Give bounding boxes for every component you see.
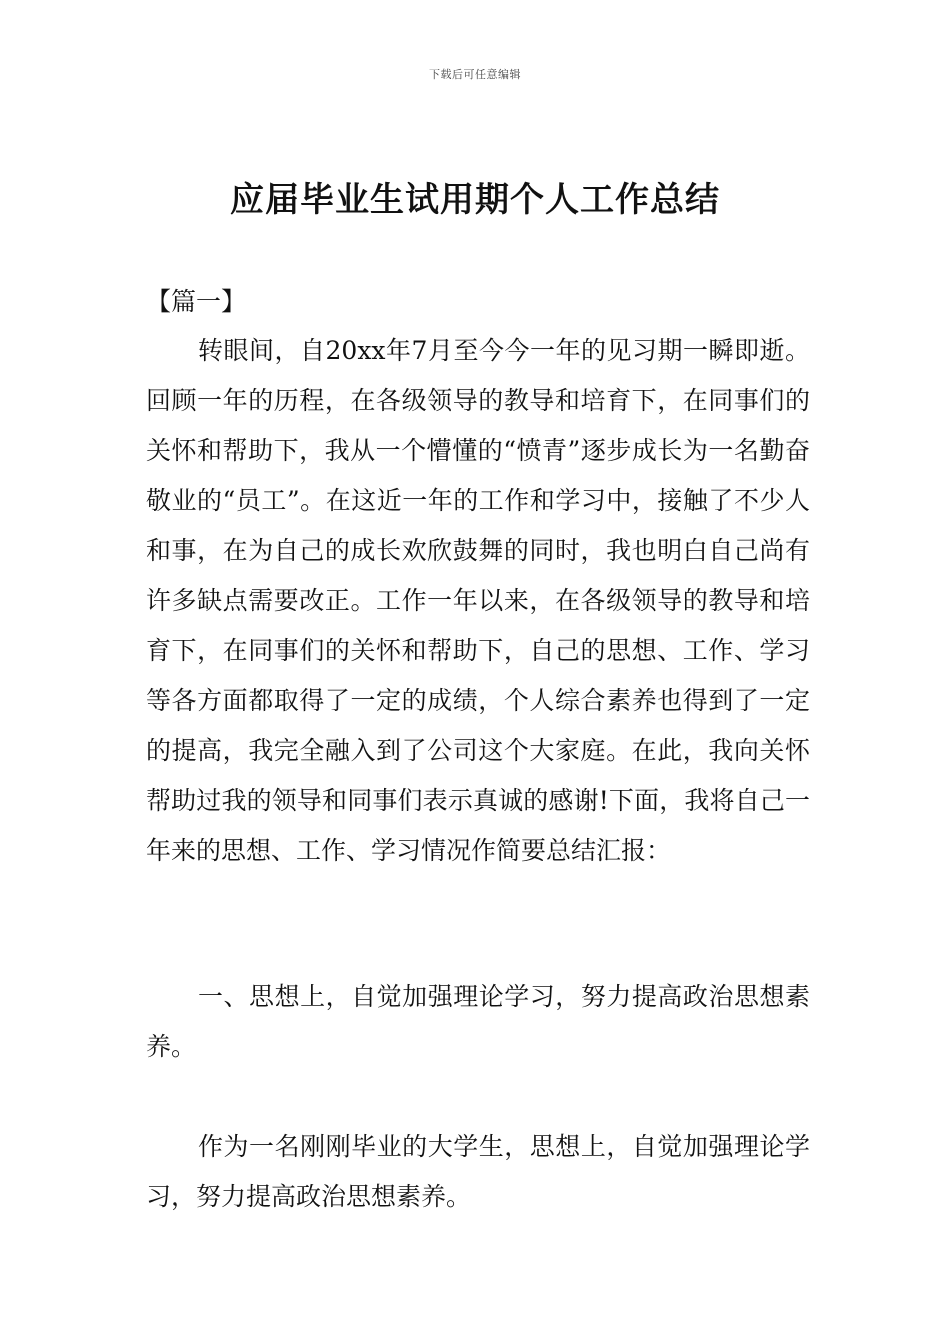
paragraph-text: 一、思想上，自觉加强理论学习，努力提高政治思想素养。 bbox=[146, 982, 810, 1061]
paragraph-body-1 bbox=[146, 1122, 810, 1222]
paragraph-text: 作为一名刚刚毕业的大学生，思想上，自觉加强理论学习，努力提高政治思想素养。 bbox=[146, 1132, 810, 1211]
paragraph-intro bbox=[146, 326, 810, 876]
section-label: 【篇一】 bbox=[146, 287, 247, 316]
header-note: 下载后可任意编辑 bbox=[429, 68, 521, 81]
paragraph-heading-1 bbox=[146, 972, 810, 1072]
document-title: 应届毕业生试用期个人工作总结 bbox=[230, 180, 720, 220]
paragraph-text: 转眼间，自20xx年7月至今今一年的见习期一瞬即逝。回顾一年的历程，在各级领导的教导和培育下，在同事们的关怀和帮助下，我从一个懵懂的“愤青”逐步成长为一名勤奋敬业的“员工”。在这近一年的工作和学习中，接触了不少人和事，在为自己的成长欢欣鼓舞的同时，我也明白自己尚有许多缺点需要改正。工作一年以来，在各级领导的教导和培育下，在同事们的关怀和帮助下，自己的思想、工作、学习等各方面都取得了一定的成绩，个人综合素养也得到了一定的提高，我完全融入到了公司这个大家庭。在此，我向关怀帮助过我的领导和同事们表示真诚的感谢!下面，我将自己一年来的思想、工作、学习情况作简要总结汇报： bbox=[146, 336, 810, 865]
